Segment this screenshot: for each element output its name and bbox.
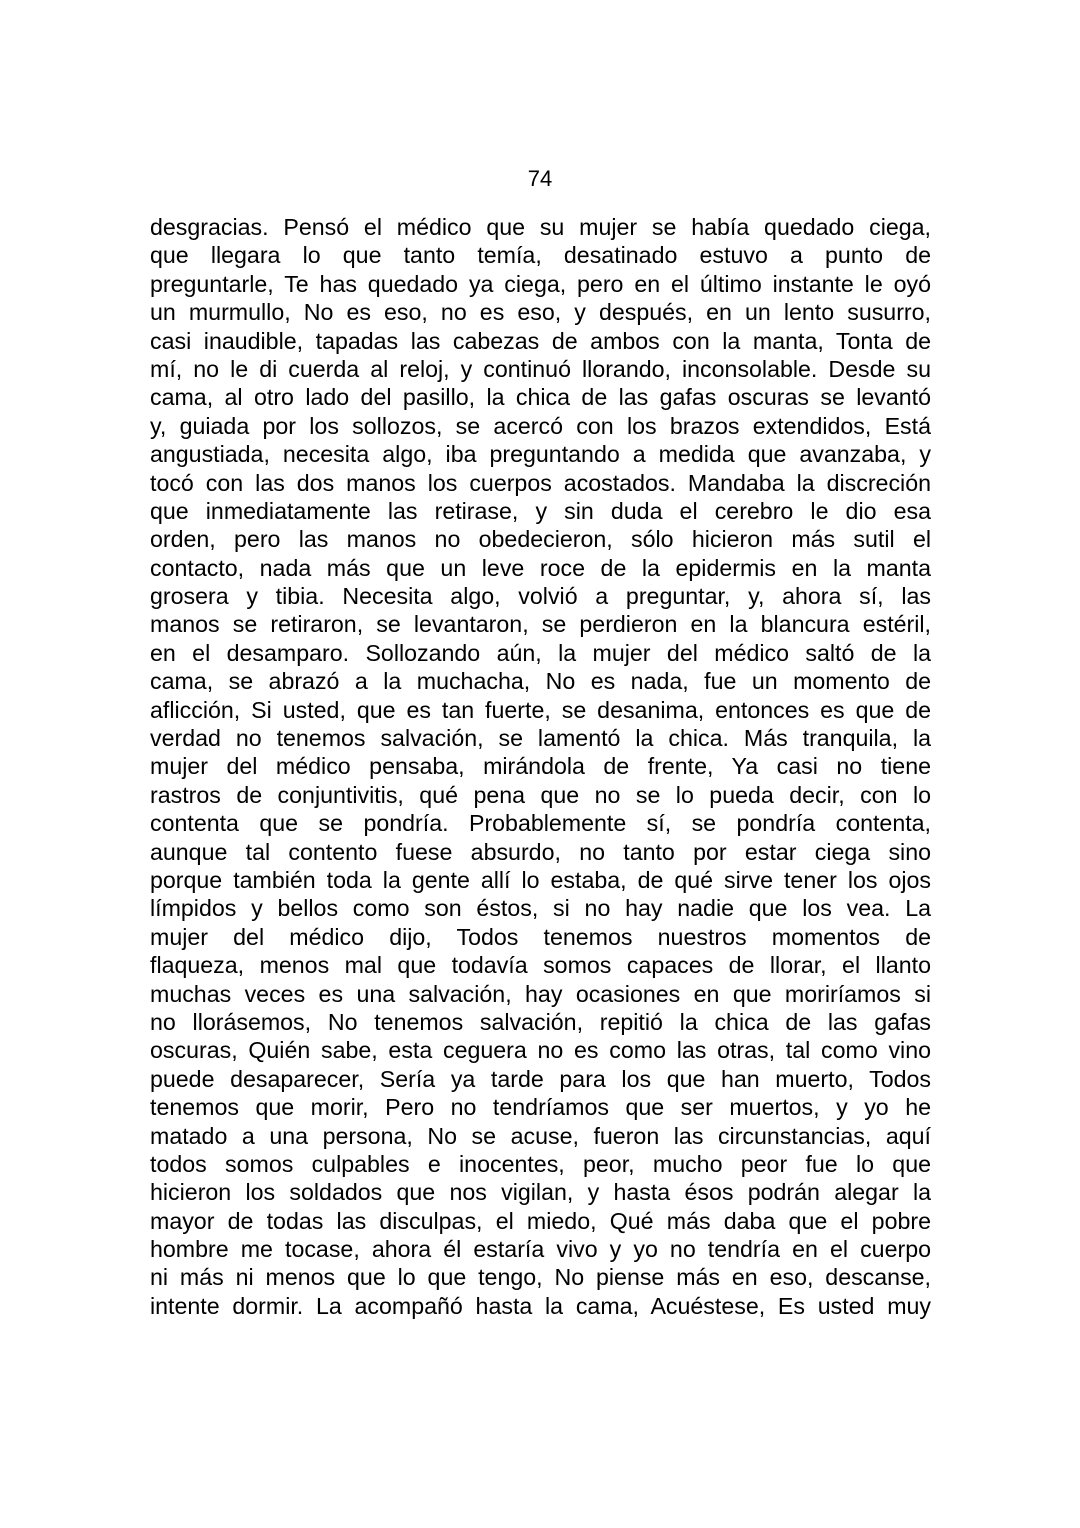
text-line: todos somos culpables e inocentes, peor, mucho peor fue lo que bbox=[150, 1150, 931, 1177]
text-line: cama, se abrazó a la muchacha, No es nada, fue un momento de bbox=[150, 668, 931, 695]
text-line: desgracias. Pensó el médico que su mujer se había quedado ciega, bbox=[150, 214, 931, 240]
text-line: mí, no le di cuerda al reloj, y continuó llorando, inconsolable. Desde su bbox=[150, 355, 931, 382]
text-line: contacto, nada más que un leve roce de la epidermis en la manta bbox=[150, 554, 931, 581]
text-line: tenemos que morir, Pero no tendríamos que ser muertos, y yo he bbox=[150, 1094, 931, 1121]
page-number: 74 bbox=[527, 166, 553, 191]
text-line: ni más ni menos que lo que tengo, No piense más en eso, descanse, bbox=[150, 1264, 931, 1291]
text-line: y, guiada por los sollozos, se acercó con los brazos extendidos, Está bbox=[150, 412, 931, 439]
text-line: intente dormir. La acompañó hasta la cama, Acuéstese, Es usted muy bbox=[150, 1292, 931, 1319]
text-line: que llegara lo que tanto temía, desatinado estuvo a punto de bbox=[150, 242, 931, 269]
text-line: en el desamparo. Sollozando aún, la mujer del médico saltó de la bbox=[150, 639, 931, 666]
text-line: preguntarle, Te has quedado ya ciega, pero en el último instante le oyó bbox=[150, 270, 931, 297]
text-line: límpidos y bellos como son éstos, si no hay nadie que los vea. La bbox=[150, 895, 931, 922]
text-line: rastros de conjuntivitis, qué pena que no se lo pueda decir, con lo bbox=[150, 781, 931, 808]
text-line: cama, al otro lado del pasillo, la chica de las gafas oscuras se levantó bbox=[150, 384, 931, 411]
text-line: muchas veces es una salvación, hay ocasiones en que moriríamos si bbox=[150, 980, 931, 1007]
text-line: angustiada, necesita algo, iba preguntando a medida que avanzaba, y bbox=[150, 441, 931, 468]
text-line: mayor de todas las disculpas, el miedo, Qué más daba que el pobre bbox=[150, 1207, 931, 1234]
text-line: mujer del médico pensaba, mirándola de frente, Ya casi no tiene bbox=[150, 753, 931, 780]
text-line: aunque tal contento fuese absurdo, no tanto por estar ciega sino bbox=[150, 838, 931, 865]
text-line: no llorásemos, No tenemos salvación, repitió la chica de las gafas bbox=[150, 1008, 931, 1035]
text-line: contenta que se pondría. Probablemente sí, se pondría contenta, bbox=[150, 810, 931, 837]
text-line: flaqueza, menos mal que todavía somos capaces de llorar, el llanto bbox=[150, 952, 931, 979]
text-line: casi inaudible, tapadas las cabezas de ambos con la manta, Tonta de bbox=[150, 327, 931, 354]
text-line: hombre me tocase, ahora él estaría vivo y yo no tendría en el cuerpo bbox=[150, 1236, 931, 1263]
text-line: puede desaparecer, Sería ya tarde para los que han muerto, Todos bbox=[150, 1065, 931, 1092]
text-line: mujer del médico dijo, Todos tenemos nuestros momentos de bbox=[150, 923, 931, 950]
text-line: orden, pero las manos no obedecieron, sólo hicieron más sutil el bbox=[150, 526, 931, 553]
text-line: verdad no tenemos salvación, se lamentó la chica. Más tranquila, la bbox=[150, 725, 931, 752]
text-line: grosera y tibia. Necesita algo, volvió a preguntar, y, ahora sí, las bbox=[150, 583, 931, 610]
text-line: aflicción, Si usted, que es tan fuerte, se desanima, entonces es que de bbox=[150, 696, 931, 723]
text-line: un murmullo, No es eso, no es eso, y después, en un lento susurro, bbox=[150, 299, 931, 326]
text-line: matado a una persona, No se acuse, fueron las circunstancias, aquí bbox=[150, 1122, 931, 1149]
text-line: hicieron los soldados que nos vigilan, y hasta ésos podrán alegar la bbox=[150, 1179, 931, 1206]
text-line: tocó con las dos manos los cuerpos acostados. Mandaba la discreción bbox=[150, 469, 931, 496]
text-line: que inmediatamente las retirase, y sin duda el cerebro le dio esa bbox=[150, 497, 931, 524]
text-line: porque también toda la gente allí lo estaba, de qué sirve tener los ojos bbox=[150, 866, 931, 893]
text-line: oscuras, Quién sabe, esta ceguera no es como las otras, tal como vino bbox=[150, 1037, 931, 1064]
text-line: manos se retiraron, se levantaron, se perdieron en la blancura estéril, bbox=[150, 611, 931, 638]
body-text bbox=[150, 213, 931, 1320]
